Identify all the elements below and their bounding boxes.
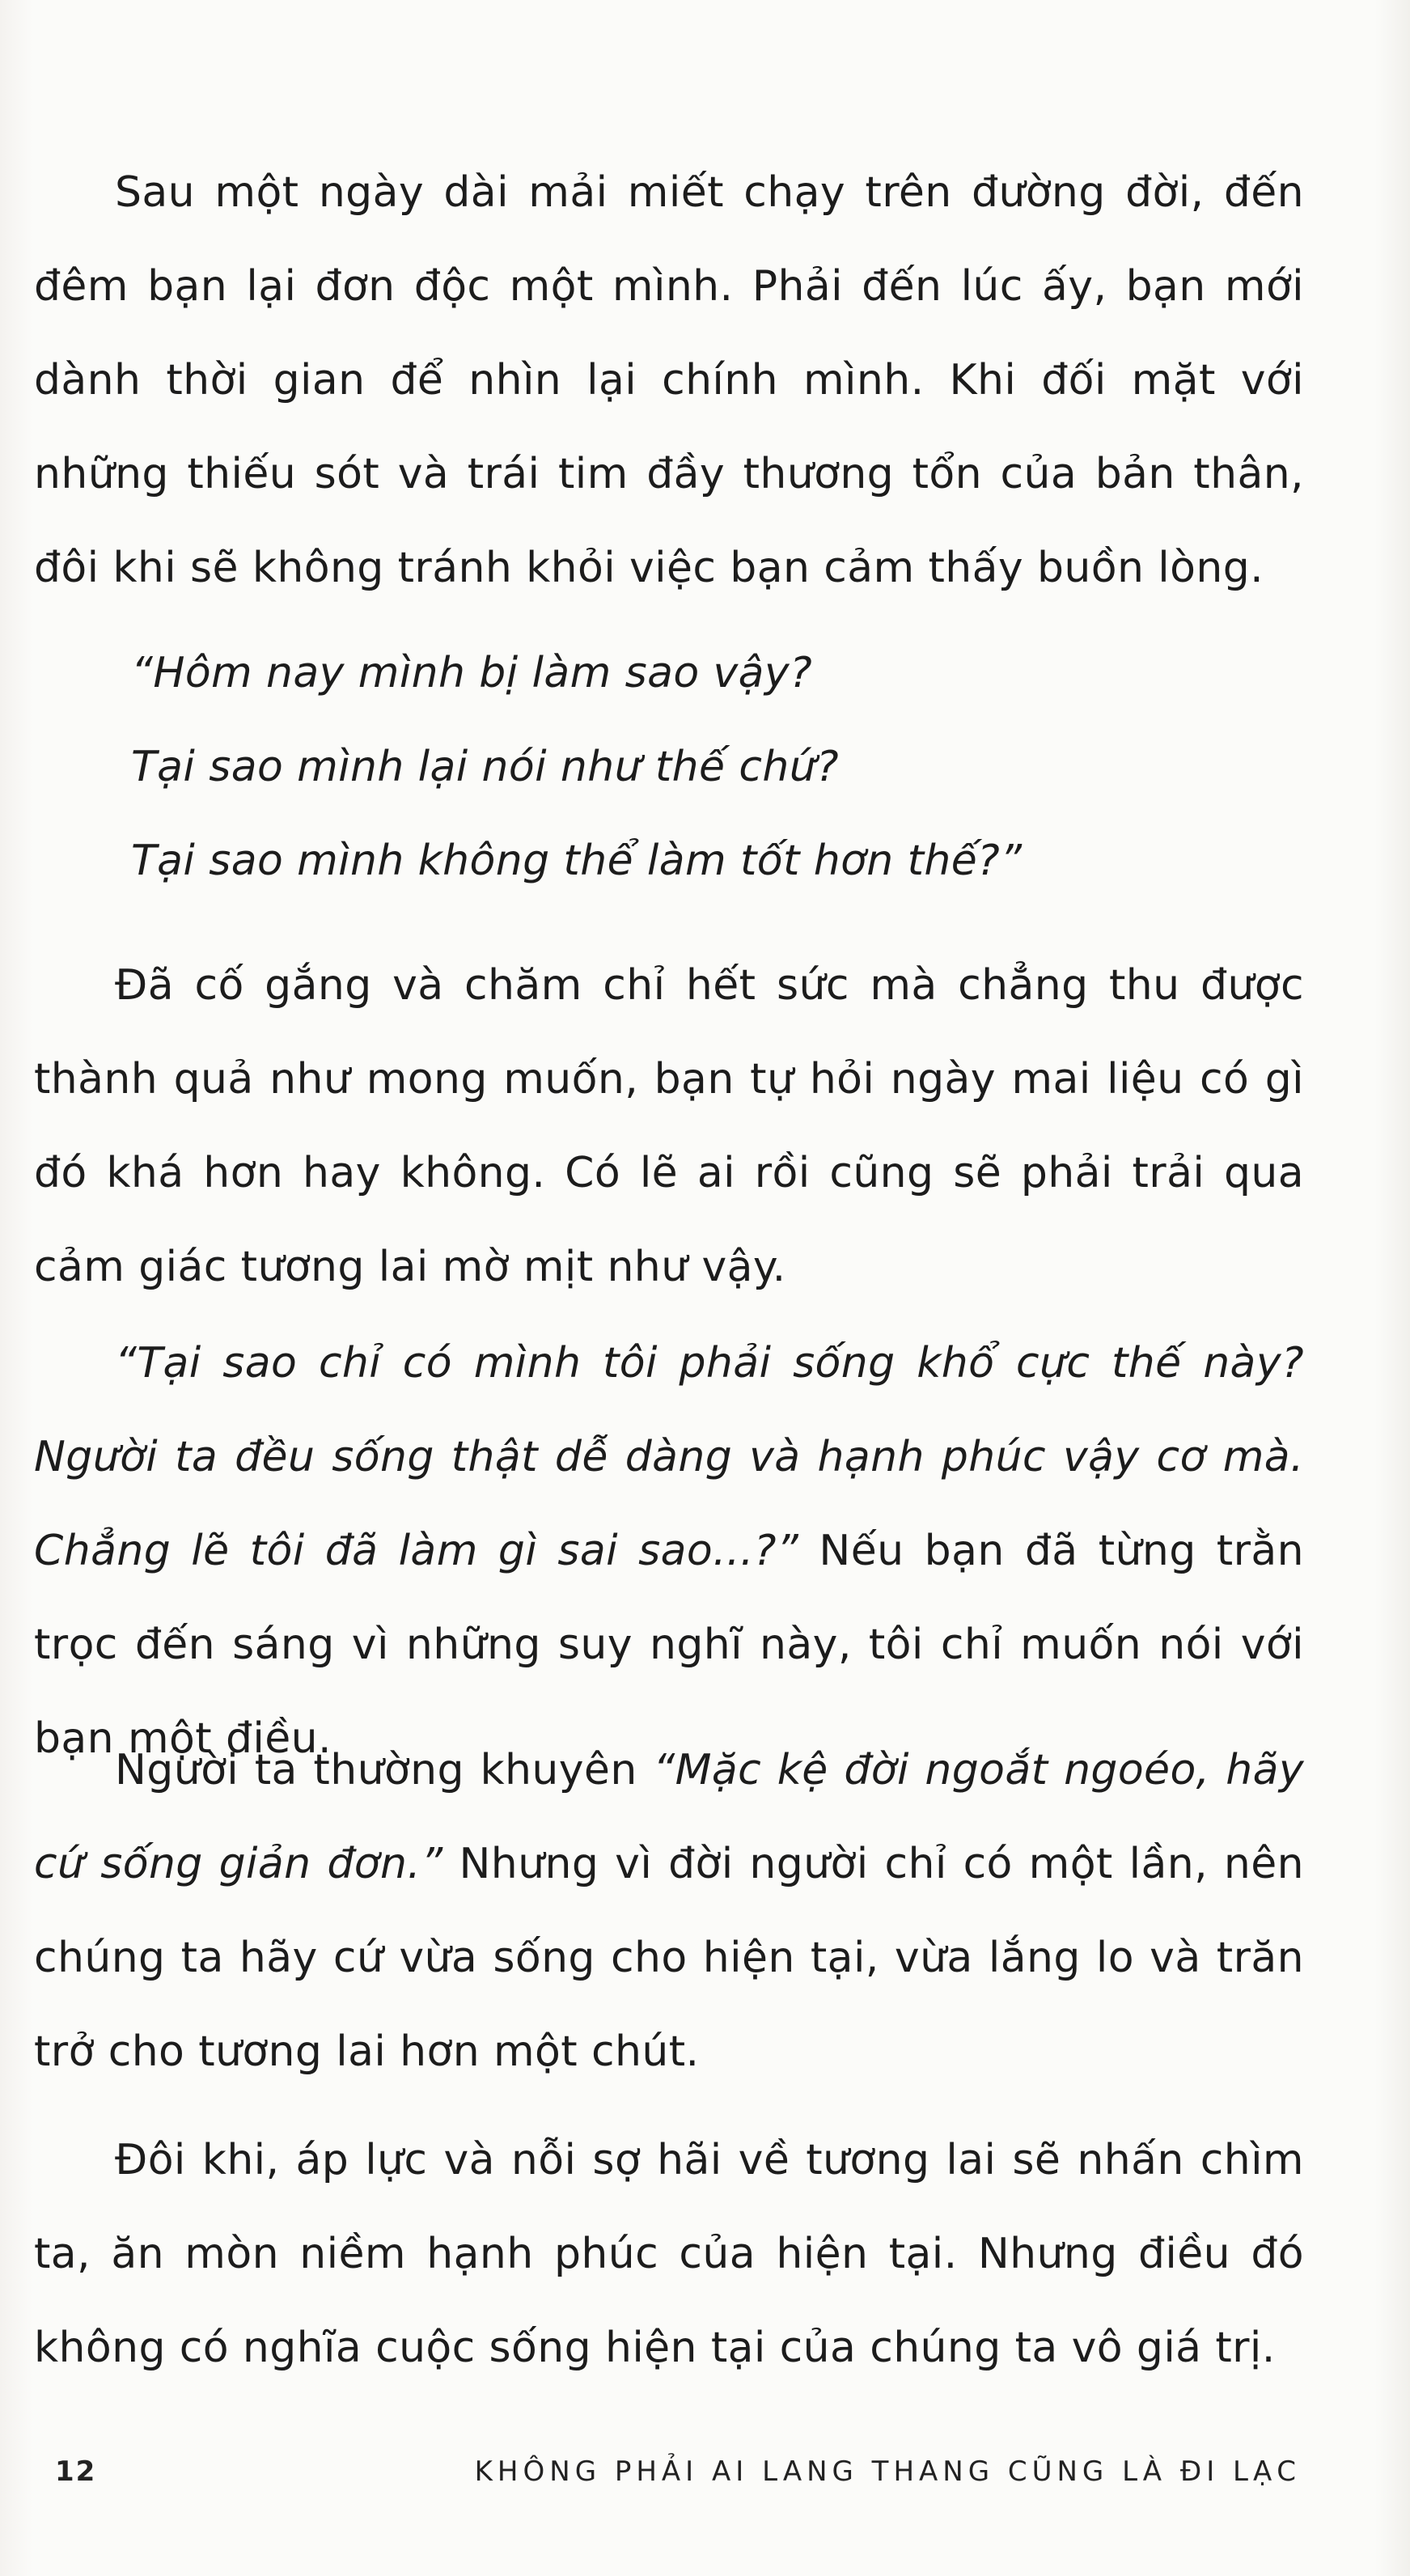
paragraph-2 xyxy=(34,938,1304,1314)
paragraph-5 xyxy=(34,2113,1304,2395)
page-number: 12 xyxy=(55,2455,97,2488)
paragraph-4-rest: Nhưng vì đời người chỉ có một lần, nên chúng ta hãy cứ vừa sống cho hiện tại, vừa lắng lo và trăn trở cho tương lai hơn một chút. xyxy=(34,1840,1304,2076)
paragraph-3-text xyxy=(34,1316,1304,1786)
paragraph-4-text xyxy=(34,1723,1304,2099)
paragraph-2-text: Đã cố gắng và chăm chỉ hết sức mà chẳng thu được thành quả như mong muốn, bạn tự hỏi ngày mai liệu có gì đó khá hơn hay không. Có lẽ ai rồi cũng sẽ phải trải qua cảm giác tương lai mờ mịt như vậy. xyxy=(34,961,1304,1291)
page-footer xyxy=(55,2455,1301,2504)
quote-line-2: Tại sao mình lại nói như thế chứ? xyxy=(131,743,840,791)
quote-line-1: “Hôm nay mình bị làm sao vậy? xyxy=(131,649,813,697)
paragraph-3 xyxy=(34,1316,1304,1786)
paragraph-4-start: Người ta thường khuyên xyxy=(115,1746,654,1794)
paragraph-1 xyxy=(34,146,1304,615)
paragraph-1-text: Sau một ngày dài mải miết chạy trên đường đời, đến đêm bạn lại đơn độc một mình. Phải đến lúc ấy, bạn mới dành thời gian để nhìn lại chính mình. Khi đối mặt với những thiếu sót và trái tim đầy thương tổn của bản thân, đôi khi sẽ không tránh khỏi việc bạn cảm thấy buồn lòng. xyxy=(34,168,1304,592)
paragraph-5-text: Đôi khi, áp lực và nỗi sợ hãi về tương lai sẽ nhấn chìm ta, ăn mòn niềm hạnh phúc của hiện tại. Nhưng điều đó không có nghĩa cuộc sống hiện tại của chúng ta vô giá trị. xyxy=(34,2136,1304,2372)
paragraph-4-quote: “Mặc kệ đời ngoắt ngoéo, hãy cứ sống giản đơn.” xyxy=(34,1746,1305,1888)
paragraph-4 xyxy=(34,1723,1304,2099)
running-title: KHÔNG PHẢI AI LANG THANG CŨNG LÀ ĐI LẠC xyxy=(474,2455,1301,2488)
quote-line-3: Tại sao mình không thể làm tốt hơn thế?” xyxy=(131,837,1023,885)
paragraph-3-rest: Nếu bạn đã từng trằn trọc đến sáng vì những suy nghĩ này, tôi chỉ muốn nói với bạn một điều. xyxy=(34,1527,1304,1763)
paragraph-3-quote: “Tại sao chỉ có mình tôi phải sống khổ cực thế này? Người ta đều sống thật dễ dàng và hạnh phúc vậy cơ mà. Chẳng lẽ tôi đã làm gì sai sao...?” xyxy=(34,1339,1304,1575)
quote-block xyxy=(34,626,1304,908)
